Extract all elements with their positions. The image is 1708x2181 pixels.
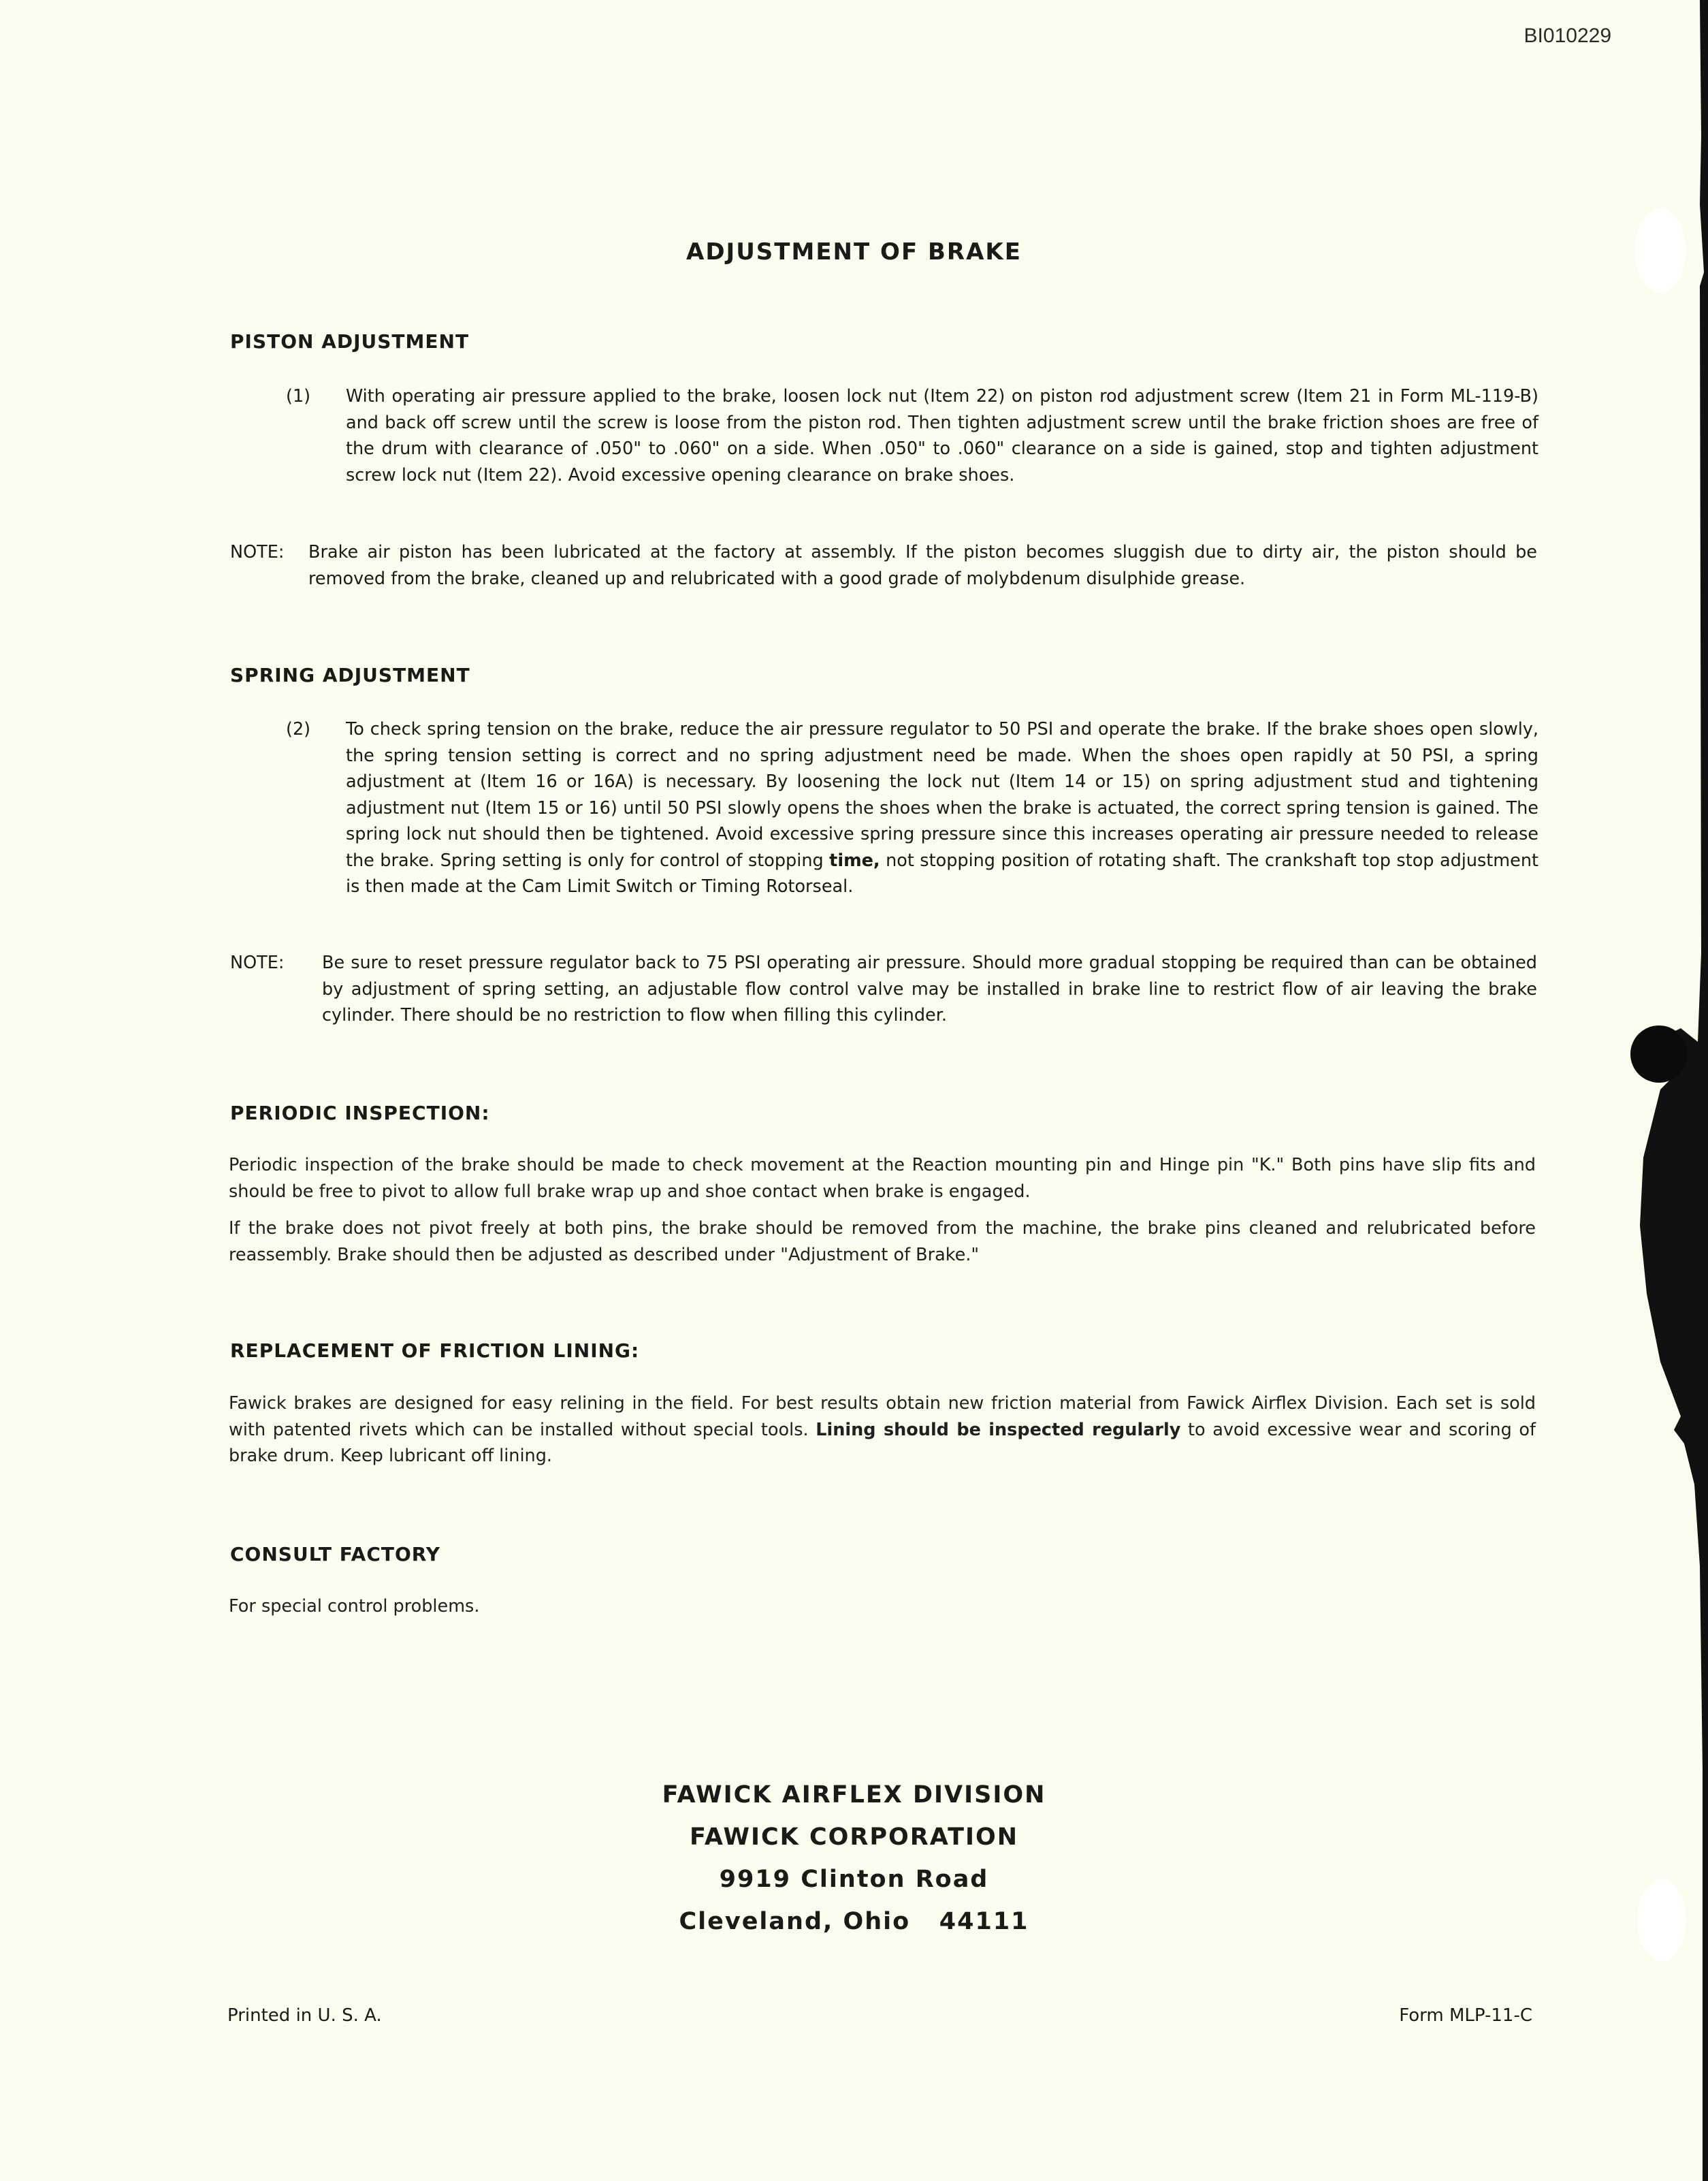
spring-item-text-b: not stopping position of rotating shaft. The crankshaft top stop adjustment is then made at the Cam Limit Switch or Timing Rotorseal. bbox=[346, 850, 1538, 897]
piston-item bbox=[286, 383, 1538, 488]
periodic-heading: PERIODIC INSPECTION: bbox=[230, 1102, 490, 1124]
spring-item-text-a: To check spring tension on the brake, reduce the air pressure regulator to 50 PSI and operate the brake. If the brake shoes open slowly, the spring tension setting is correct and no spring adjustment need be made. When the shoes open rapidly at 50 PSI, a spring adjustment at (Item 16 or 16A) is necessary. By loosening the lock nut (Item 14 or 15) on spring adjustment stud and tightening adjustment nut (Item 15 or 16) until 50 PSI slowly opens the shoes when the brake is actuated, the correct spring tension is gained. The spring lock nut should then be tightened. Avoid excessive spring pressure since this increases operating air pressure needed to release the brake. Spring setting is only for control of stopping bbox=[346, 719, 1538, 871]
consult-text: For special control problems. bbox=[229, 1596, 480, 1617]
replacement-text bbox=[229, 1390, 1536, 1469]
page-title: ADJUSTMENT OF BRAKE bbox=[686, 238, 1022, 266]
periodic-para-2: If the brake does not pivot freely at both pins, the brake should be removed from the machine, the brake pins cleaned and relubricated before reassembly. Brake should then be adjusted as described under "Adjustment of Brake." bbox=[229, 1218, 1536, 1265]
replacement-heading: REPLACEMENT OF FRICTION LINING: bbox=[230, 1339, 640, 1362]
spring-item-text bbox=[346, 716, 1538, 900]
spring-note-text: Be sure to reset pressure regulator back to 75 PSI operating air pressure. Should more gradual stopping be required than can be obtained by adjustment of spring setting, an adjustable flow control valve may be installed in brake line to restrict flow of air leaving the brake cylinder. There should be no restriction to flow when filling this cylinder. bbox=[322, 953, 1537, 1025]
replacement-text-a: Fawick brakes are designed for easy relining in the field. For best results obtain new friction material from Fawick Airflex Division. Each set is sold with patented rivets which can be installed without special tools. bbox=[229, 1393, 1536, 1440]
replacement-text-b: to avoid excessive wear and scoring of brake drum. Keep lubricant off lining. bbox=[229, 1419, 1536, 1466]
spring-note bbox=[230, 950, 1537, 1029]
company-name: FAWICK CORPORATION bbox=[689, 1824, 1019, 1851]
company-city: Cleveland, Ohio 44111 bbox=[679, 1908, 1029, 1935]
spring-item-text-bold: time, bbox=[829, 850, 880, 871]
periodic-para-1: Periodic inspection of the brake should be made to check movement at the Reaction mounting pin and Hinge pin "K." Both pins have slip fits and should be free to pivot to allow full brake wrap up and shoe contact when brake is engaged. bbox=[229, 1155, 1536, 1202]
spring-note-label: NOTE: bbox=[230, 953, 285, 973]
replacement-text-bold: Lining should be inspected regularly bbox=[816, 1419, 1181, 1440]
printed-in: Printed in U. S. A. bbox=[227, 2005, 382, 2026]
piston-heading: PISTON ADJUSTMENT bbox=[230, 330, 470, 353]
company-street: 9919 Clinton Road bbox=[719, 1866, 989, 1893]
spring-item bbox=[286, 716, 1538, 900]
piston-note bbox=[230, 539, 1537, 592]
piston-note-text bbox=[308, 539, 1537, 592]
company-address bbox=[0, 1774, 1708, 1943]
spring-heading: SPRING ADJUSTMENT bbox=[230, 664, 470, 686]
piston-item-text: With operating air pressure applied to the brake, loosen lock nut (Item 22) on piston rod adjustment screw (Item 21 in Form ML-119-B) and back off screw until the screw is loose from the piston rod. Then tighten adjustment screw until the brake friction shoes are free of the drum with clearance of .050" to .060" on a side. When .050" to .060" clearance on a side is gained, stop and tighten adjustment screw lock nut (Item 22). Avoid excessive opening clearance on brake shoes. bbox=[346, 386, 1538, 485]
company-division: FAWICK AIRFLEX DIVISION bbox=[662, 1781, 1046, 1809]
piston-note-label: NOTE: bbox=[230, 542, 285, 562]
punch-hole-shadow bbox=[1630, 1025, 1688, 1083]
spring-item-number: (2) bbox=[286, 719, 311, 739]
form-number: Form MLP-11-C bbox=[1399, 2005, 1532, 2026]
piston-note-body: Brake air piston has been lubricated at the factory at assembly. If the piston becomes sluggish due to dirty air, the piston should be removed from the brake, cleaned up and relubricated with a good grade of molybdenum disulphide grease. bbox=[308, 542, 1537, 589]
consult-heading: CONSULT FACTORY bbox=[230, 1543, 441, 1565]
document-id: BI010229 bbox=[1524, 25, 1611, 47]
piston-item-number: (1) bbox=[286, 386, 311, 407]
